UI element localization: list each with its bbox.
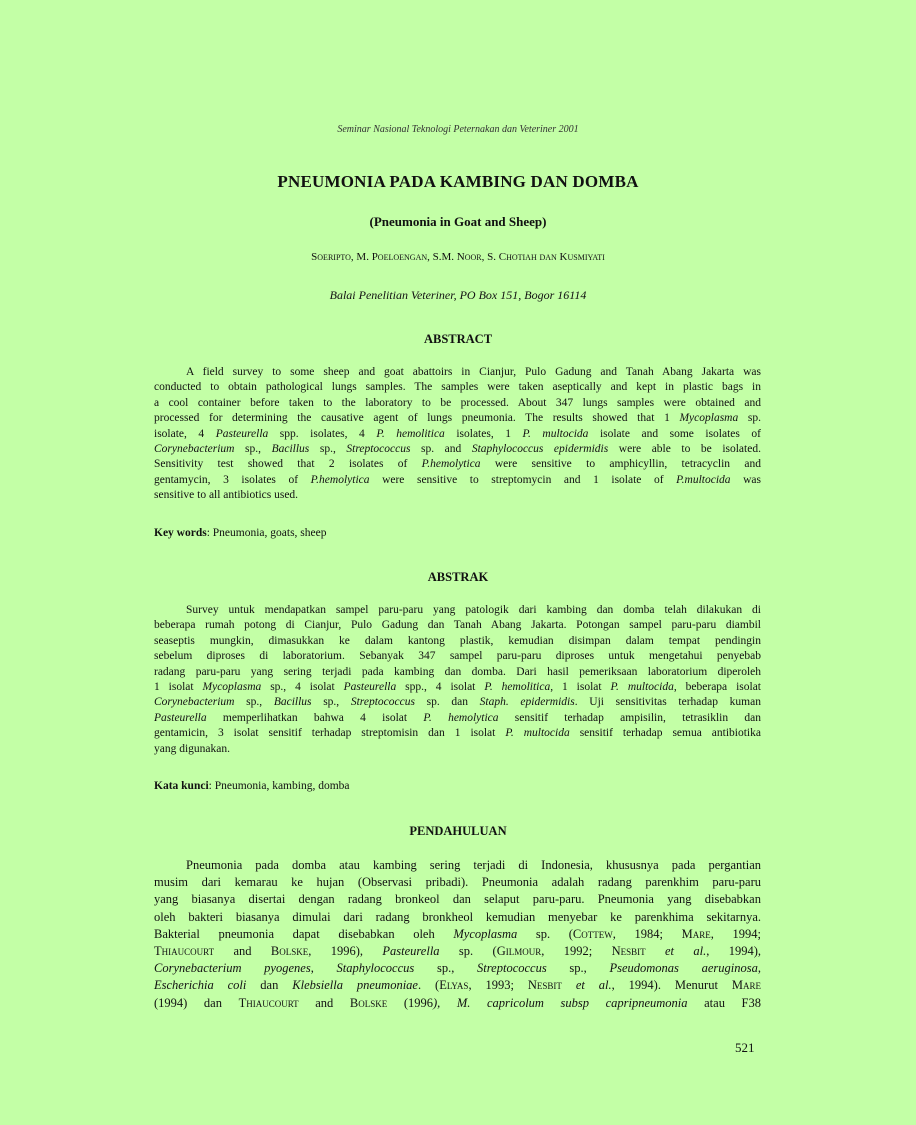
text-line: Thiaucourt and Bolske, 1996), Pasteurella sp. (Gilmour, 1992; Nesbit et al., 1994),: [154, 943, 761, 958]
abstract-keywords: [154, 527, 327, 539]
text-line: processed for determining the causative agent of lungs pneumonia. The results showed that 1 Mycoplasma sp.: [154, 412, 761, 425]
text-line: Corynebacterium sp., Bacillus sp., Streptococcus sp. dan Staph. epidermidis. Uji sensitivitas terhadap kuman: [154, 696, 761, 709]
authors: Soeripto, M. Poeloengan, S.M. Noor, S. Chotiah dan Kusmiyati: [311, 251, 605, 263]
text-line: sebelum diproses di laboratorium. Sebanyak 347 sampel paru-paru diproses untuk mengetahui penyebab: [154, 650, 761, 663]
kata-kunci-label: Kata kunci: [154, 780, 209, 792]
text-line: oleh bakteri biasanya dimulai dari radang bronkheol kemudian menyebar ke parenkhima sekitarnya.: [154, 909, 761, 924]
text-line: 1 isolat Mycoplasma sp., 4 isolat Pasteurella spp., 4 isolat P. hemolitica, 1 isolat P. multocida, beberapa isolat: [154, 680, 761, 693]
page-number: 521: [735, 1040, 755, 1055]
text-line: Survey untuk mendapatkan sampel paru-paru yang patologik dari kambing dan domba telah dilakukan di: [186, 604, 761, 616]
text-line: Bakterial pneumonia dapat disebabkan oleh Mycoplasma sp. (Cottew, 1984; Mare, 1994;: [154, 926, 761, 941]
text-line: Pneumonia pada domba atau kambing sering terjadi di Indonesia, khususnya pada pergantian: [186, 858, 761, 872]
text-line: (1994) dan Thiaucourt and Bolske (1996), M. capricolum subsp capripneumonia atau F38: [154, 995, 761, 1010]
text-line: Corynebacterium pyogenes, Staphylococcus sp., Streptococcus sp., Pseudomonas aeruginosa,: [154, 961, 761, 976]
paper-title: PNEUMONIA PADA KAMBING DAN DOMBA: [277, 172, 639, 191]
text-line: a cool container before taken to the laboratory to be processed. About 347 lungs samples were obtained and: [154, 396, 761, 409]
pendahuluan-body: [154, 857, 761, 1012]
running-header: Seminar Nasional Teknologi Peternakan dan Veteriner 2001: [337, 124, 579, 135]
text-line: Sensitivity test showed that 2 isolates of P.hemolytica were sensitive to amphicyllin, tetracyclin and: [154, 458, 761, 471]
keywords-label: Key words: [154, 527, 207, 539]
text-line: yang biasanya disertai dengan radang bronkeol dan selaput paru-paru. Pneumonia yang disebabkan: [154, 892, 761, 907]
kata-kunci-value: : Pneumonia, kambing, domba: [208, 780, 350, 792]
text-line: conducted to obtain pathological lungs samples. The samples were taken aseptically and kept in plastic bags in: [154, 381, 761, 394]
text-line: gentamicin, 3 isolat sensitif terhadap streptomisin dan 1 isolat P. multocida sensitif terhadap semua antibiotika: [154, 727, 761, 740]
abstract-heading: ABSTRACT: [423, 332, 493, 346]
text-line: seaseptis mungkin, dimasukkan ke dalam kantong plastik, kemudian disimpan dalam tempat pendingin: [154, 634, 761, 647]
text-line: A field survey to some sheep and goat abattoirs in Cianjur, Pulo Gadung and Tanah Abang Jakarta was: [186, 366, 761, 378]
abstract-body: [154, 365, 761, 504]
text-line: Pasteurella memperlihatkan bahwa 4 isolat P. hemolytica sensitif terhadap ampisilin, tetrasiklin dan: [154, 711, 761, 724]
text-line: Escherichia coli dan Klebsiella pneumoniae. (Elyas, 1993; Nesbit et al., 1994). Menurut Mare: [154, 978, 761, 993]
text-line: isolate, 4 Pasteurella spp. isolates, 4 P. hemolitica isolates, 1 P. multocida isolate and some isolates of: [154, 427, 761, 440]
text-line: gentamycin, 3 isolates of P.hemolytica were sensitive to streptomycin and 1 isolate of P.multocida was: [154, 473, 761, 486]
text-line: yang digunakan.: [154, 742, 231, 755]
abstrak-heading: ABSTRAK: [427, 570, 489, 584]
affiliation: Balai Penelitian Veteriner, PO Box 151, Bogor 16114: [329, 288, 587, 302]
text-line: Corynebacterium sp., Bacillus sp., Streptococcus sp. and Staphylococcus epidermidis were able to be isolated.: [154, 442, 761, 455]
keywords-value: : Pneumonia, goats, sheep: [206, 527, 327, 539]
abstrak-body: [154, 603, 761, 757]
text-line: musim dari kemarau ke hujan (Observasi pribadi). Pneumonia adalah radang parenkhim paru-paru: [154, 875, 761, 890]
abstrak-keywords: [154, 780, 350, 792]
text-line: beberapa rumah potong di Cianjur, Pulo Gadung dan Tanah Abang Jakarta. Potongan sampel paru-paru diambil: [154, 619, 761, 632]
paper-subtitle: (Pneumonia in Goat and Sheep): [369, 214, 547, 229]
text-line: radang paru-paru yang sering terjadi pada kambing dan domba. Dari hasil pemeriksaan laboratorium diperoleh: [154, 665, 761, 678]
text-line: sensitive to all antibiotics used.: [154, 489, 299, 502]
pendahuluan-heading: PENDAHULUAN: [409, 824, 507, 838]
